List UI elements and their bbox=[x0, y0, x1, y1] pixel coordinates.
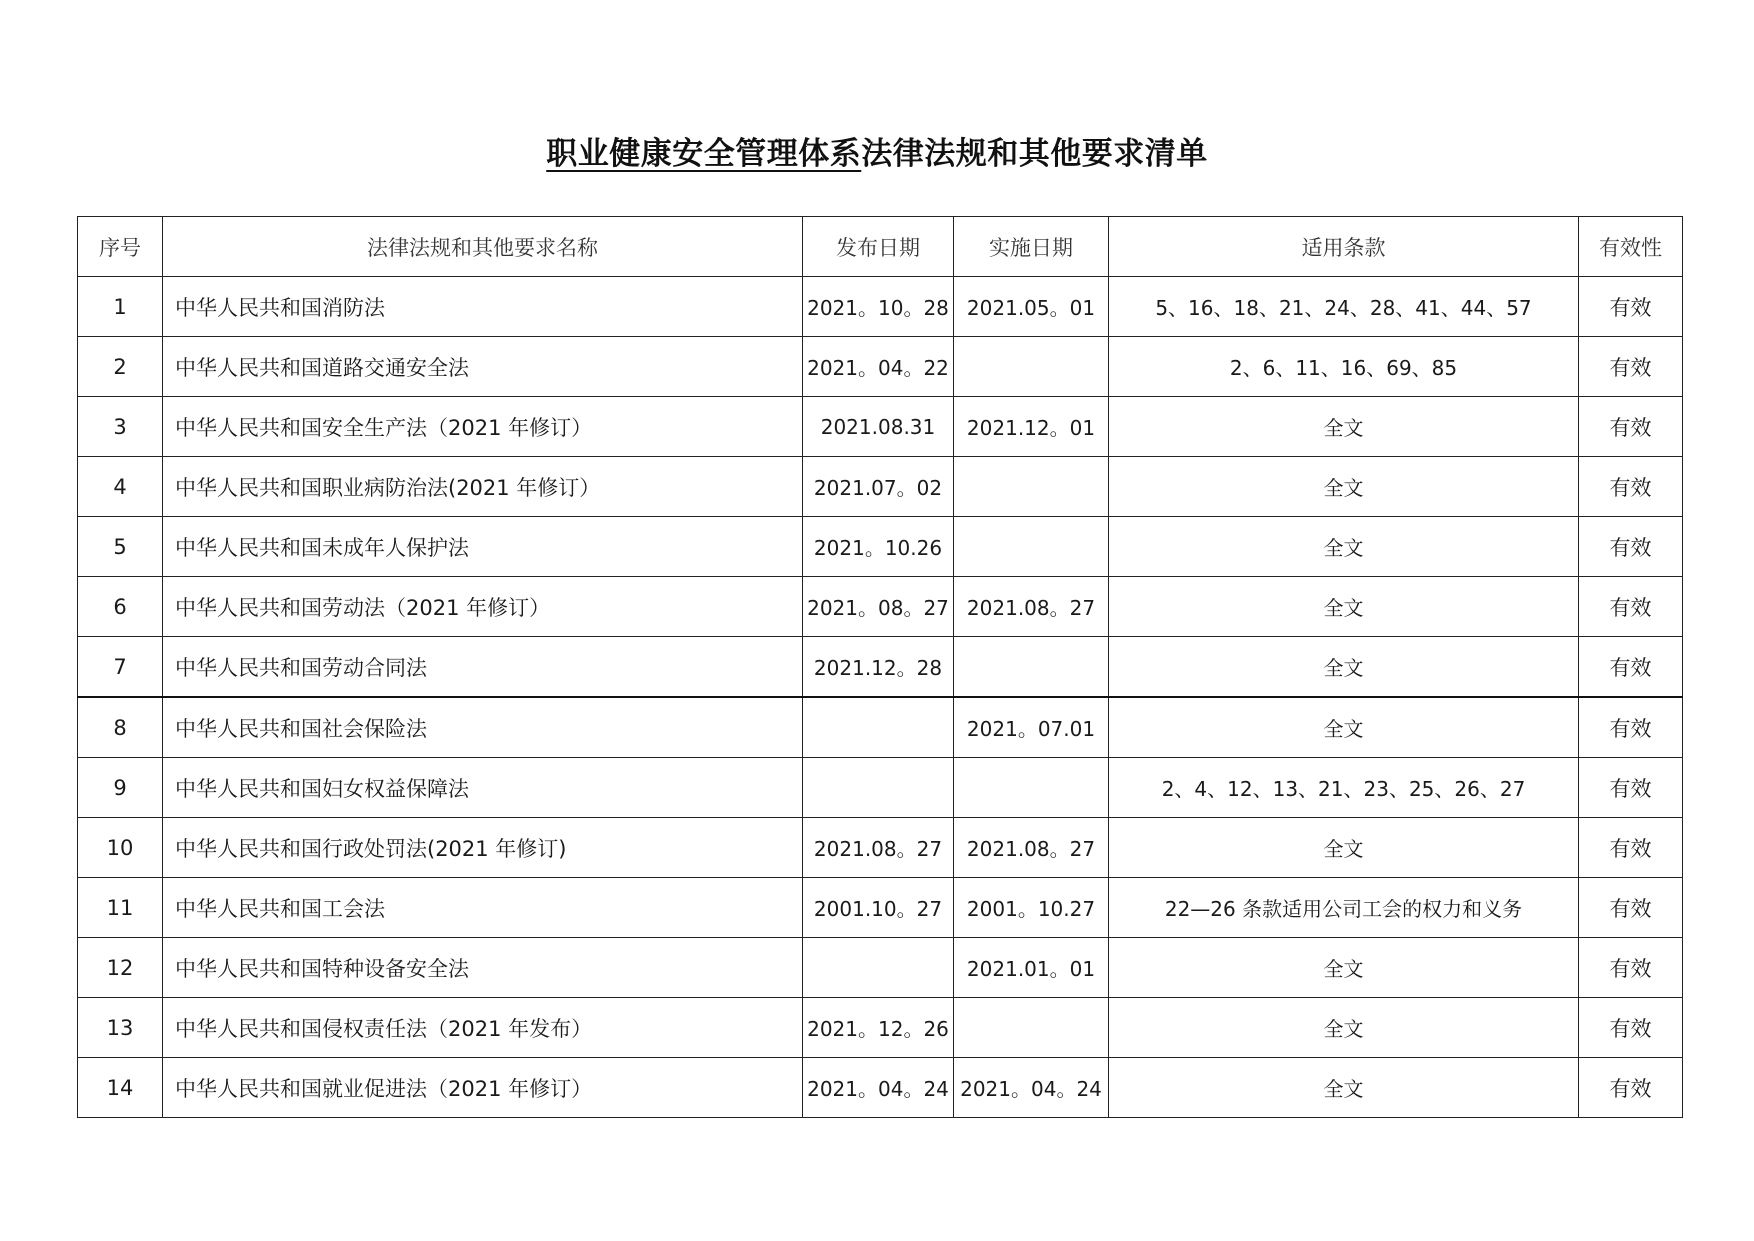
cell-publish-date: 2021.07。02 bbox=[803, 457, 954, 517]
cell-validity: 有效 bbox=[1579, 998, 1683, 1058]
cell-serial-number: 7 bbox=[78, 637, 163, 698]
cell-serial-number: 3 bbox=[78, 397, 163, 457]
cell-publish-date: 2021.08.31 bbox=[803, 397, 954, 457]
table-row bbox=[78, 878, 1683, 938]
cell-serial-number: 14 bbox=[78, 1058, 163, 1118]
cell-applicable-clauses: 全文 bbox=[1109, 457, 1579, 517]
cell-serial-number: 4 bbox=[78, 457, 163, 517]
cell-regulation-name: 中华人民共和国未成年人保护法 bbox=[163, 517, 803, 577]
cell-serial-number: 6 bbox=[78, 577, 163, 637]
cell-effective-date: 2021.08。27 bbox=[954, 577, 1109, 637]
cell-effective-date: 2021.05。01 bbox=[954, 277, 1109, 337]
header-effective-date: 实施日期 bbox=[954, 217, 1109, 277]
cell-publish-date bbox=[803, 938, 954, 998]
cell-effective-date: 2021。04。24 bbox=[954, 1058, 1109, 1118]
cell-effective-date bbox=[954, 337, 1109, 397]
cell-applicable-clauses: 全文 bbox=[1109, 517, 1579, 577]
table-row bbox=[78, 277, 1683, 337]
cell-serial-number: 9 bbox=[78, 758, 163, 818]
table-row bbox=[78, 998, 1683, 1058]
cell-regulation-name: 中华人民共和国工会法 bbox=[163, 878, 803, 938]
cell-applicable-clauses: 全文 bbox=[1109, 998, 1579, 1058]
table-row bbox=[78, 337, 1683, 397]
cell-validity: 有效 bbox=[1579, 938, 1683, 998]
cell-regulation-name: 中华人民共和国就业促进法（2021 年修订） bbox=[163, 1058, 803, 1118]
cell-effective-date: 2021.08。27 bbox=[954, 818, 1109, 878]
cell-regulation-name: 中华人民共和国行政处罚法(2021 年修订) bbox=[163, 818, 803, 878]
document-title bbox=[0, 128, 1754, 173]
cell-publish-date: 2021。04。24 bbox=[803, 1058, 954, 1118]
cell-serial-number: 1 bbox=[78, 277, 163, 337]
cell-publish-date: 2021。12。26 bbox=[803, 998, 954, 1058]
cell-validity: 有效 bbox=[1579, 878, 1683, 938]
cell-applicable-clauses: 5、16、18、21、24、28、41、44、57 bbox=[1109, 277, 1579, 337]
cell-serial-number: 13 bbox=[78, 998, 163, 1058]
cell-publish-date: 2021.12。28 bbox=[803, 637, 954, 698]
cell-effective-date: 2021。07.01 bbox=[954, 697, 1109, 758]
regulations-table bbox=[77, 216, 1683, 1118]
table-row bbox=[78, 577, 1683, 637]
header-row bbox=[78, 217, 1683, 277]
title-underlined-part: 职业健康安全管理体系 bbox=[546, 136, 862, 172]
cell-validity: 有效 bbox=[1579, 818, 1683, 878]
cell-effective-date: 2001。10.27 bbox=[954, 878, 1109, 938]
cell-regulation-name: 中华人民共和国劳动法（2021 年修订） bbox=[163, 577, 803, 637]
table-row bbox=[78, 517, 1683, 577]
cell-applicable-clauses: 2、4、12、13、21、23、25、26、27 bbox=[1109, 758, 1579, 818]
cell-publish-date: 2021。10。28 bbox=[803, 277, 954, 337]
cell-regulation-name: 中华人民共和国侵权责任法（2021 年发布） bbox=[163, 998, 803, 1058]
table-row bbox=[78, 938, 1683, 998]
cell-effective-date: 2021.01。01 bbox=[954, 938, 1109, 998]
cell-applicable-clauses: 全文 bbox=[1109, 938, 1579, 998]
title-rest: 法律法规和其他要求清单 bbox=[861, 136, 1208, 172]
header-applicable-clauses: 适用条款 bbox=[1109, 217, 1579, 277]
cell-publish-date bbox=[803, 697, 954, 758]
cell-effective-date bbox=[954, 998, 1109, 1058]
cell-publish-date: 2001.10。27 bbox=[803, 878, 954, 938]
table-row bbox=[78, 1058, 1683, 1118]
cell-effective-date bbox=[954, 758, 1109, 818]
table-row bbox=[78, 697, 1683, 758]
cell-effective-date: 2021.12。01 bbox=[954, 397, 1109, 457]
cell-validity: 有效 bbox=[1579, 758, 1683, 818]
header-publish-date: 发布日期 bbox=[803, 217, 954, 277]
cell-validity: 有效 bbox=[1579, 397, 1683, 457]
cell-regulation-name: 中华人民共和国安全生产法（2021 年修订） bbox=[163, 397, 803, 457]
table-row bbox=[78, 457, 1683, 517]
cell-validity: 有效 bbox=[1579, 637, 1683, 698]
table-row bbox=[78, 758, 1683, 818]
header-serial-number: 序号 bbox=[78, 217, 163, 277]
table-row bbox=[78, 637, 1683, 698]
cell-applicable-clauses: 全文 bbox=[1109, 697, 1579, 758]
cell-validity: 有效 bbox=[1579, 277, 1683, 337]
cell-regulation-name: 中华人民共和国特种设备安全法 bbox=[163, 938, 803, 998]
cell-publish-date bbox=[803, 758, 954, 818]
cell-effective-date bbox=[954, 517, 1109, 577]
cell-regulation-name: 中华人民共和国社会保险法 bbox=[163, 697, 803, 758]
cell-regulation-name: 中华人民共和国消防法 bbox=[163, 277, 803, 337]
cell-effective-date bbox=[954, 637, 1109, 698]
table-row bbox=[78, 397, 1683, 457]
cell-validity: 有效 bbox=[1579, 577, 1683, 637]
cell-validity: 有效 bbox=[1579, 337, 1683, 397]
cell-regulation-name: 中华人民共和国道路交通安全法 bbox=[163, 337, 803, 397]
cell-applicable-clauses: 全文 bbox=[1109, 1058, 1579, 1118]
header-regulation-name: 法律法规和其他要求名称 bbox=[163, 217, 803, 277]
cell-validity: 有效 bbox=[1579, 457, 1683, 517]
cell-validity: 有效 bbox=[1579, 1058, 1683, 1118]
cell-serial-number: 8 bbox=[78, 697, 163, 758]
cell-applicable-clauses: 全文 bbox=[1109, 577, 1579, 637]
header-validity: 有效性 bbox=[1579, 217, 1683, 277]
cell-serial-number: 5 bbox=[78, 517, 163, 577]
cell-publish-date: 2021。08。27 bbox=[803, 577, 954, 637]
cell-serial-number: 11 bbox=[78, 878, 163, 938]
cell-regulation-name: 中华人民共和国职业病防治法(2021 年修订） bbox=[163, 457, 803, 517]
cell-serial-number: 12 bbox=[78, 938, 163, 998]
cell-publish-date: 2021.08。27 bbox=[803, 818, 954, 878]
cell-publish-date: 2021。10.26 bbox=[803, 517, 954, 577]
cell-validity: 有效 bbox=[1579, 697, 1683, 758]
cell-effective-date bbox=[954, 457, 1109, 517]
cell-validity: 有效 bbox=[1579, 517, 1683, 577]
cell-applicable-clauses: 全文 bbox=[1109, 818, 1579, 878]
cell-applicable-clauses: 全文 bbox=[1109, 397, 1579, 457]
cell-serial-number: 10 bbox=[78, 818, 163, 878]
table-row bbox=[78, 818, 1683, 878]
cell-regulation-name: 中华人民共和国劳动合同法 bbox=[163, 637, 803, 698]
cell-applicable-clauses: 22—26 条款适用公司工会的权力和义务 bbox=[1109, 878, 1579, 938]
cell-applicable-clauses: 2、6、11、16、69、85 bbox=[1109, 337, 1579, 397]
cell-applicable-clauses: 全文 bbox=[1109, 637, 1579, 698]
cell-regulation-name: 中华人民共和国妇女权益保障法 bbox=[163, 758, 803, 818]
cell-publish-date: 2021。04。22 bbox=[803, 337, 954, 397]
cell-serial-number: 2 bbox=[78, 337, 163, 397]
